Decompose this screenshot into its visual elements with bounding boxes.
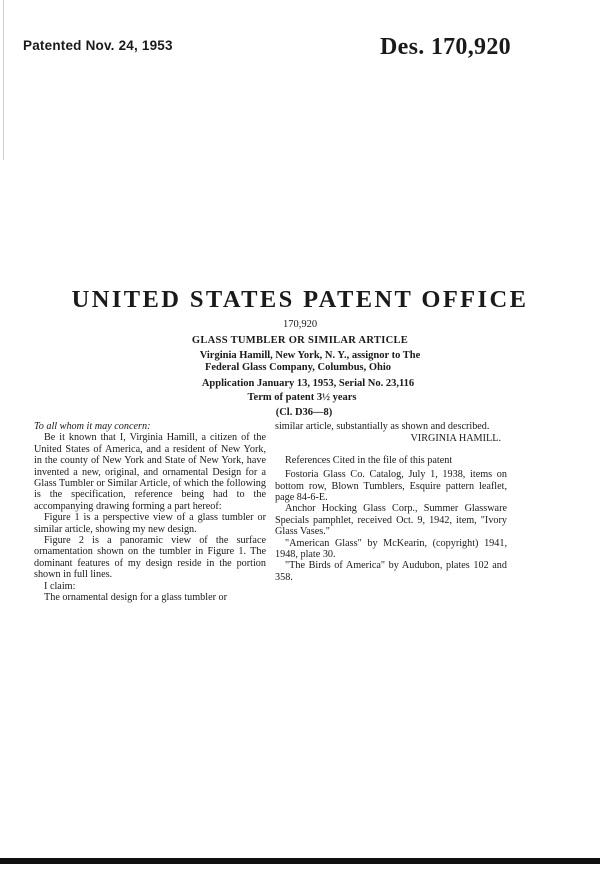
inventor-line-1: Virginia Hamill, New York, N. Y., assignor to The xyxy=(199,350,421,361)
references-heading: References Cited in the file of this patent xyxy=(285,454,453,466)
patent-number: 170,920 xyxy=(282,319,318,330)
claim-text: The ornamental design for a glass tumbler or xyxy=(44,592,228,604)
office-title: UNITED STATES PATENT OFFICE xyxy=(71,286,529,313)
term-line: Term of patent 3½ years xyxy=(247,392,357,403)
salutation: To all whom it may concern: xyxy=(34,421,151,432)
reference-item: Fostoria Glass Co. Catalog, July 1, 1938, items on bottom row, Blown Tumblers, Esquire pattern leaflet, page 84-6-E. xyxy=(275,469,507,504)
claim-continuation: similar article, substantially as shown and described. xyxy=(275,421,490,432)
paragraph-1: Be it known that I, Virginia Hamill, a citizen of the United States of America, and a resident of New York, in the county of New York and State of New York, have invented a new, original, and ornamental Design for a Glass Tumbler or Similar Article, of which the following is the specification, reference being had to the accompanying drawing forming a part hereof: xyxy=(34,432,266,512)
paragraph-2: Figure 1 is a perspective view of a glass tumbler or similar article, showing my new design. xyxy=(34,512,266,535)
left-column xyxy=(34,421,266,604)
paragraph-3: Figure 2 is a panoramic view of the surface ornamentation shown on the tumbler in Figure 1. The dominant features of my design reside in the portion shown in full lines. xyxy=(34,535,266,581)
design-number: Des. 170,920 xyxy=(380,34,511,60)
reference-item: Anchor Hocking Glass Corp., Summer Glassware Specials pamphlet, received Oct. 9, 1942, item, "Ivory Glass Vases." xyxy=(275,503,507,538)
scan-edge-line xyxy=(3,0,4,160)
bottom-border-bar xyxy=(0,858,600,864)
reference-item: "The Birds of America" by Audubon, plates 102 and 358. xyxy=(275,560,507,583)
application-line: Application January 13, 1953, Serial No. 23,116 xyxy=(201,378,415,389)
right-column xyxy=(275,421,507,583)
reference-item: "American Glass" by McKearin, (copyright) 1941, 1948, plate 30. xyxy=(275,537,507,561)
claim-heading: I claim: xyxy=(44,580,76,592)
classification-line: (Cl. D36—8) xyxy=(275,407,333,418)
inventor-line-2: Federal Glass Company, Columbus, Ohio xyxy=(204,362,392,373)
patent-title: GLASS TUMBLER OR SIMILAR ARTICLE xyxy=(191,335,409,346)
patented-date: Patented Nov. 24, 1953 xyxy=(23,38,173,53)
signature: VIRGINIA HAMILL. xyxy=(410,433,501,445)
